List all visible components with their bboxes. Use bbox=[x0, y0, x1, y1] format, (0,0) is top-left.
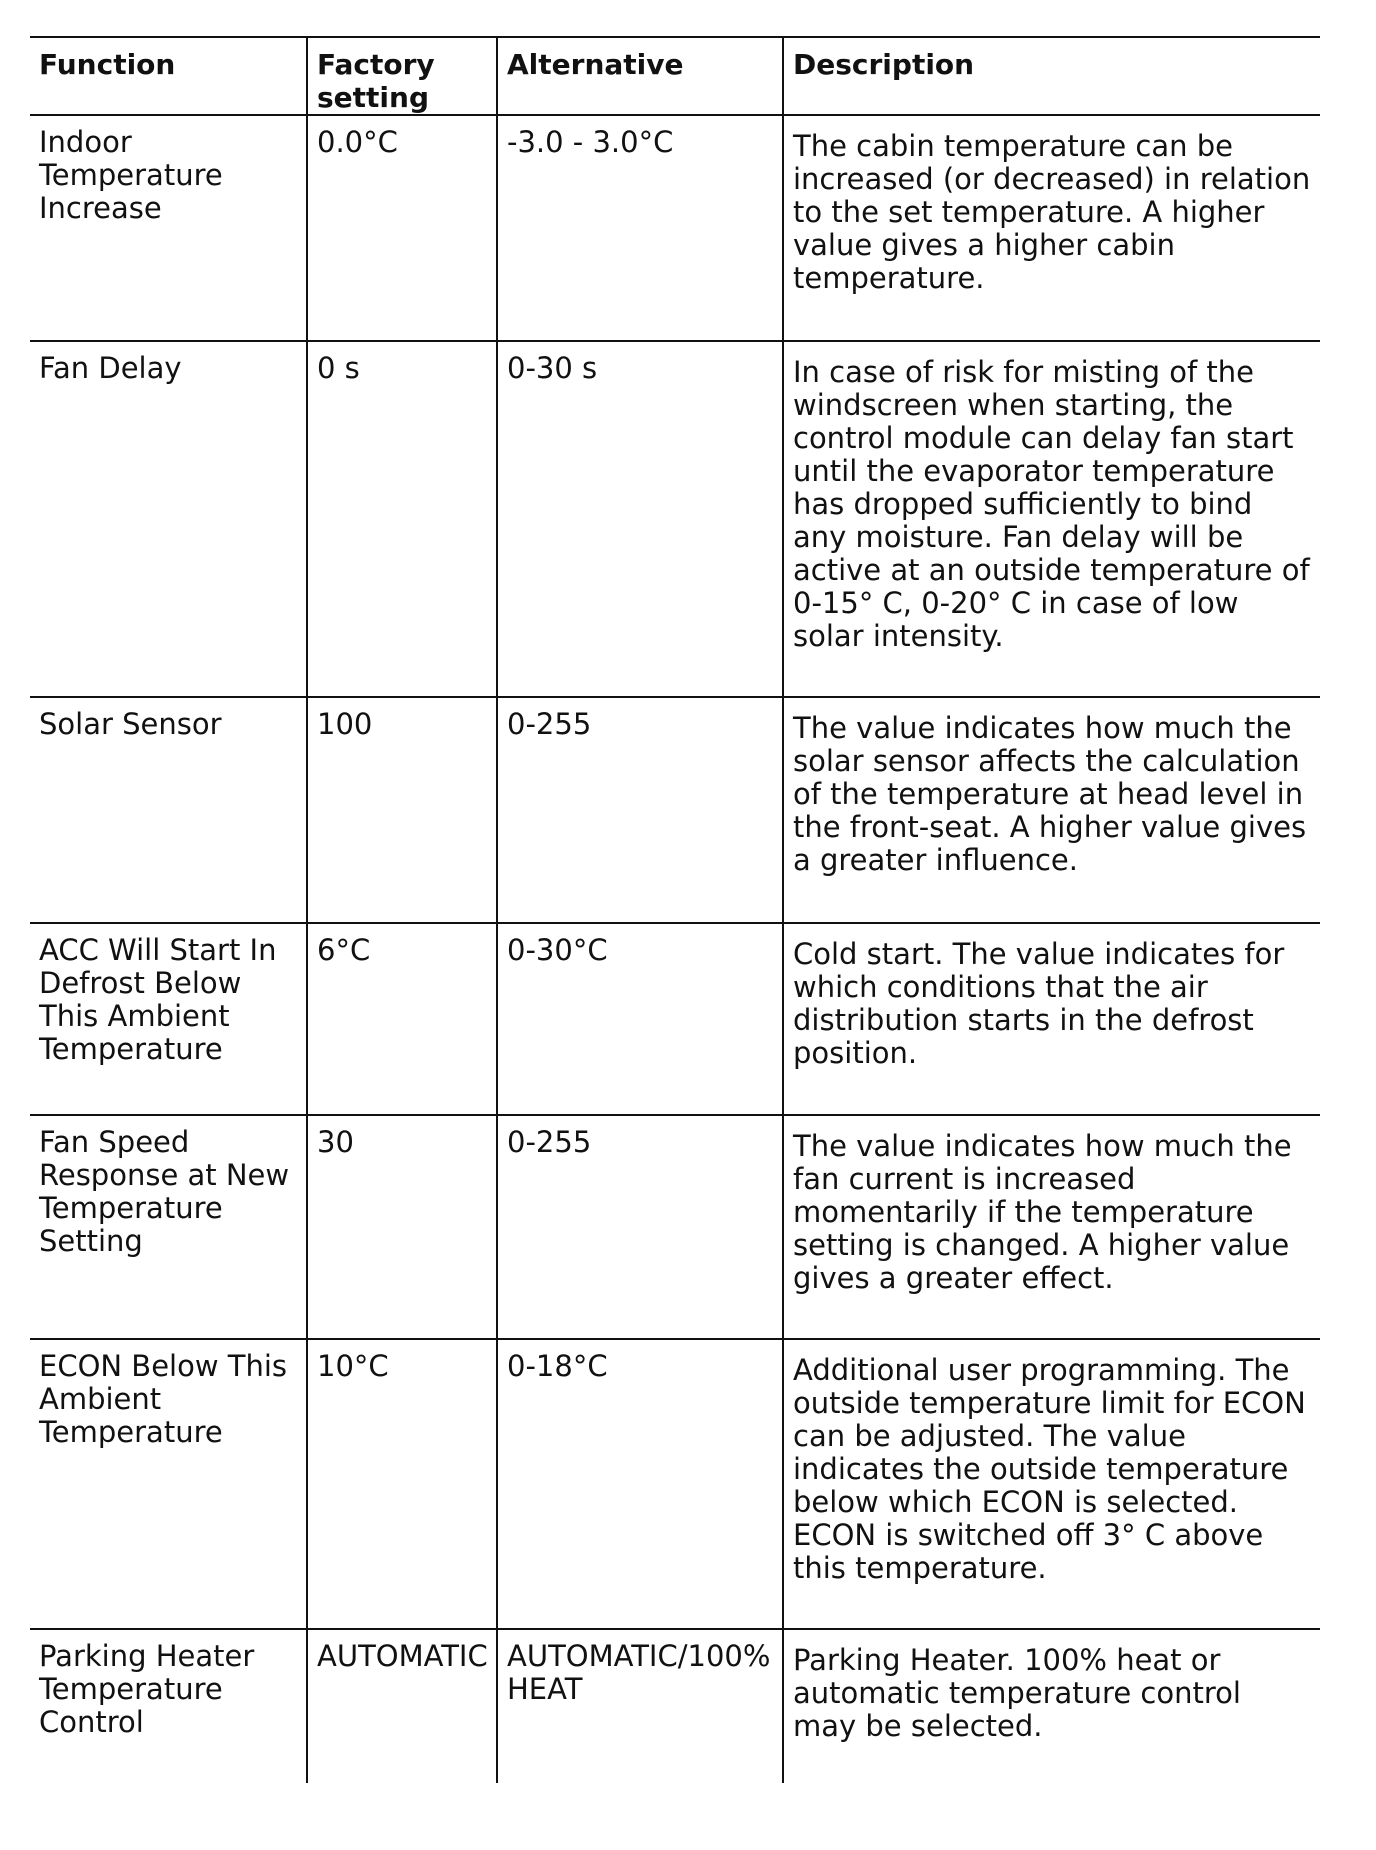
factory-setting-cell: AUTOMATIC bbox=[307, 1629, 497, 1783]
table-row bbox=[30, 697, 1320, 923]
description-cell: Cold start. The value indicates for which conditions that the air distribution starts in the defrost position. bbox=[783, 923, 1320, 1115]
alternative-cell: 0-30°C bbox=[497, 923, 783, 1115]
alternative-cell: -3.0 - 3.0°C bbox=[497, 115, 783, 341]
alternative-cell: AUTOMATIC/100% HEAT bbox=[497, 1629, 783, 1783]
alternative-cell: 0-255 bbox=[497, 697, 783, 923]
header-row bbox=[30, 37, 1320, 115]
description-cell: The value indicates how much the fan current is increased momentarily if the temperature setting is changed. A higher value gives a greater effect. bbox=[783, 1115, 1320, 1339]
description-cell: Additional user programming. The outside temperature limit for ECON can be adjusted. The value indicates the outside temperature below which ECON is selected. ECON is switched off 3° C above this temperature. bbox=[783, 1339, 1320, 1629]
table-row bbox=[30, 115, 1320, 341]
factory-setting-cell: 0 s bbox=[307, 341, 497, 697]
header-description: Description bbox=[783, 37, 1320, 115]
factory-setting-cell: 6°C bbox=[307, 923, 497, 1115]
function-cell: Parking Heater Temperature Control bbox=[30, 1629, 307, 1783]
function-cell: Fan Speed Response at New Temperature Setting bbox=[30, 1115, 307, 1339]
settings-table bbox=[30, 36, 1320, 1783]
table-row bbox=[30, 923, 1320, 1115]
settings-document bbox=[30, 36, 1320, 1806]
header-alternative: Alternative bbox=[497, 37, 783, 115]
description-cell: The value indicates how much the solar sensor affects the calculation of the temperature at head level in the front-seat. A higher value gives a greater influence. bbox=[783, 697, 1320, 923]
table-row bbox=[30, 1629, 1320, 1783]
factory-setting-cell: 0.0°C bbox=[307, 115, 497, 341]
header-factory-setting: Factory setting bbox=[307, 37, 497, 115]
alternative-cell: 0-18°C bbox=[497, 1339, 783, 1629]
function-cell: Fan Delay bbox=[30, 341, 307, 697]
table-row bbox=[30, 341, 1320, 697]
description-cell: The cabin temperature can be increased (or decreased) in relation to the set temperature. A higher value gives a higher cabin temperature. bbox=[783, 115, 1320, 341]
factory-setting-cell: 10°C bbox=[307, 1339, 497, 1629]
alternative-cell: 0-255 bbox=[497, 1115, 783, 1339]
function-cell: Indoor Temperature Increase bbox=[30, 115, 307, 341]
function-cell: Solar Sensor bbox=[30, 697, 307, 923]
function-cell: ACC Will Start In Defrost Below This Ambient Temperature bbox=[30, 923, 307, 1115]
table-row bbox=[30, 1115, 1320, 1339]
factory-setting-cell: 100 bbox=[307, 697, 497, 923]
header-function: Function bbox=[30, 37, 307, 115]
alternative-cell: 0-30 s bbox=[497, 341, 783, 697]
function-cell: ECON Below This Ambient Temperature bbox=[30, 1339, 307, 1629]
description-cell: In case of risk for misting of the windscreen when starting, the control module can delay fan start until the evaporator temperature has dropped sufficiently to bind any moisture. Fan delay will be active at an outside temperature of 0-15° C, 0-20° C in case of low solar intensity. bbox=[783, 341, 1320, 697]
description-cell: Parking Heater. 100% heat or automatic temperature control may be selected. bbox=[783, 1629, 1320, 1783]
factory-setting-cell: 30 bbox=[307, 1115, 497, 1339]
table-row bbox=[30, 1339, 1320, 1629]
